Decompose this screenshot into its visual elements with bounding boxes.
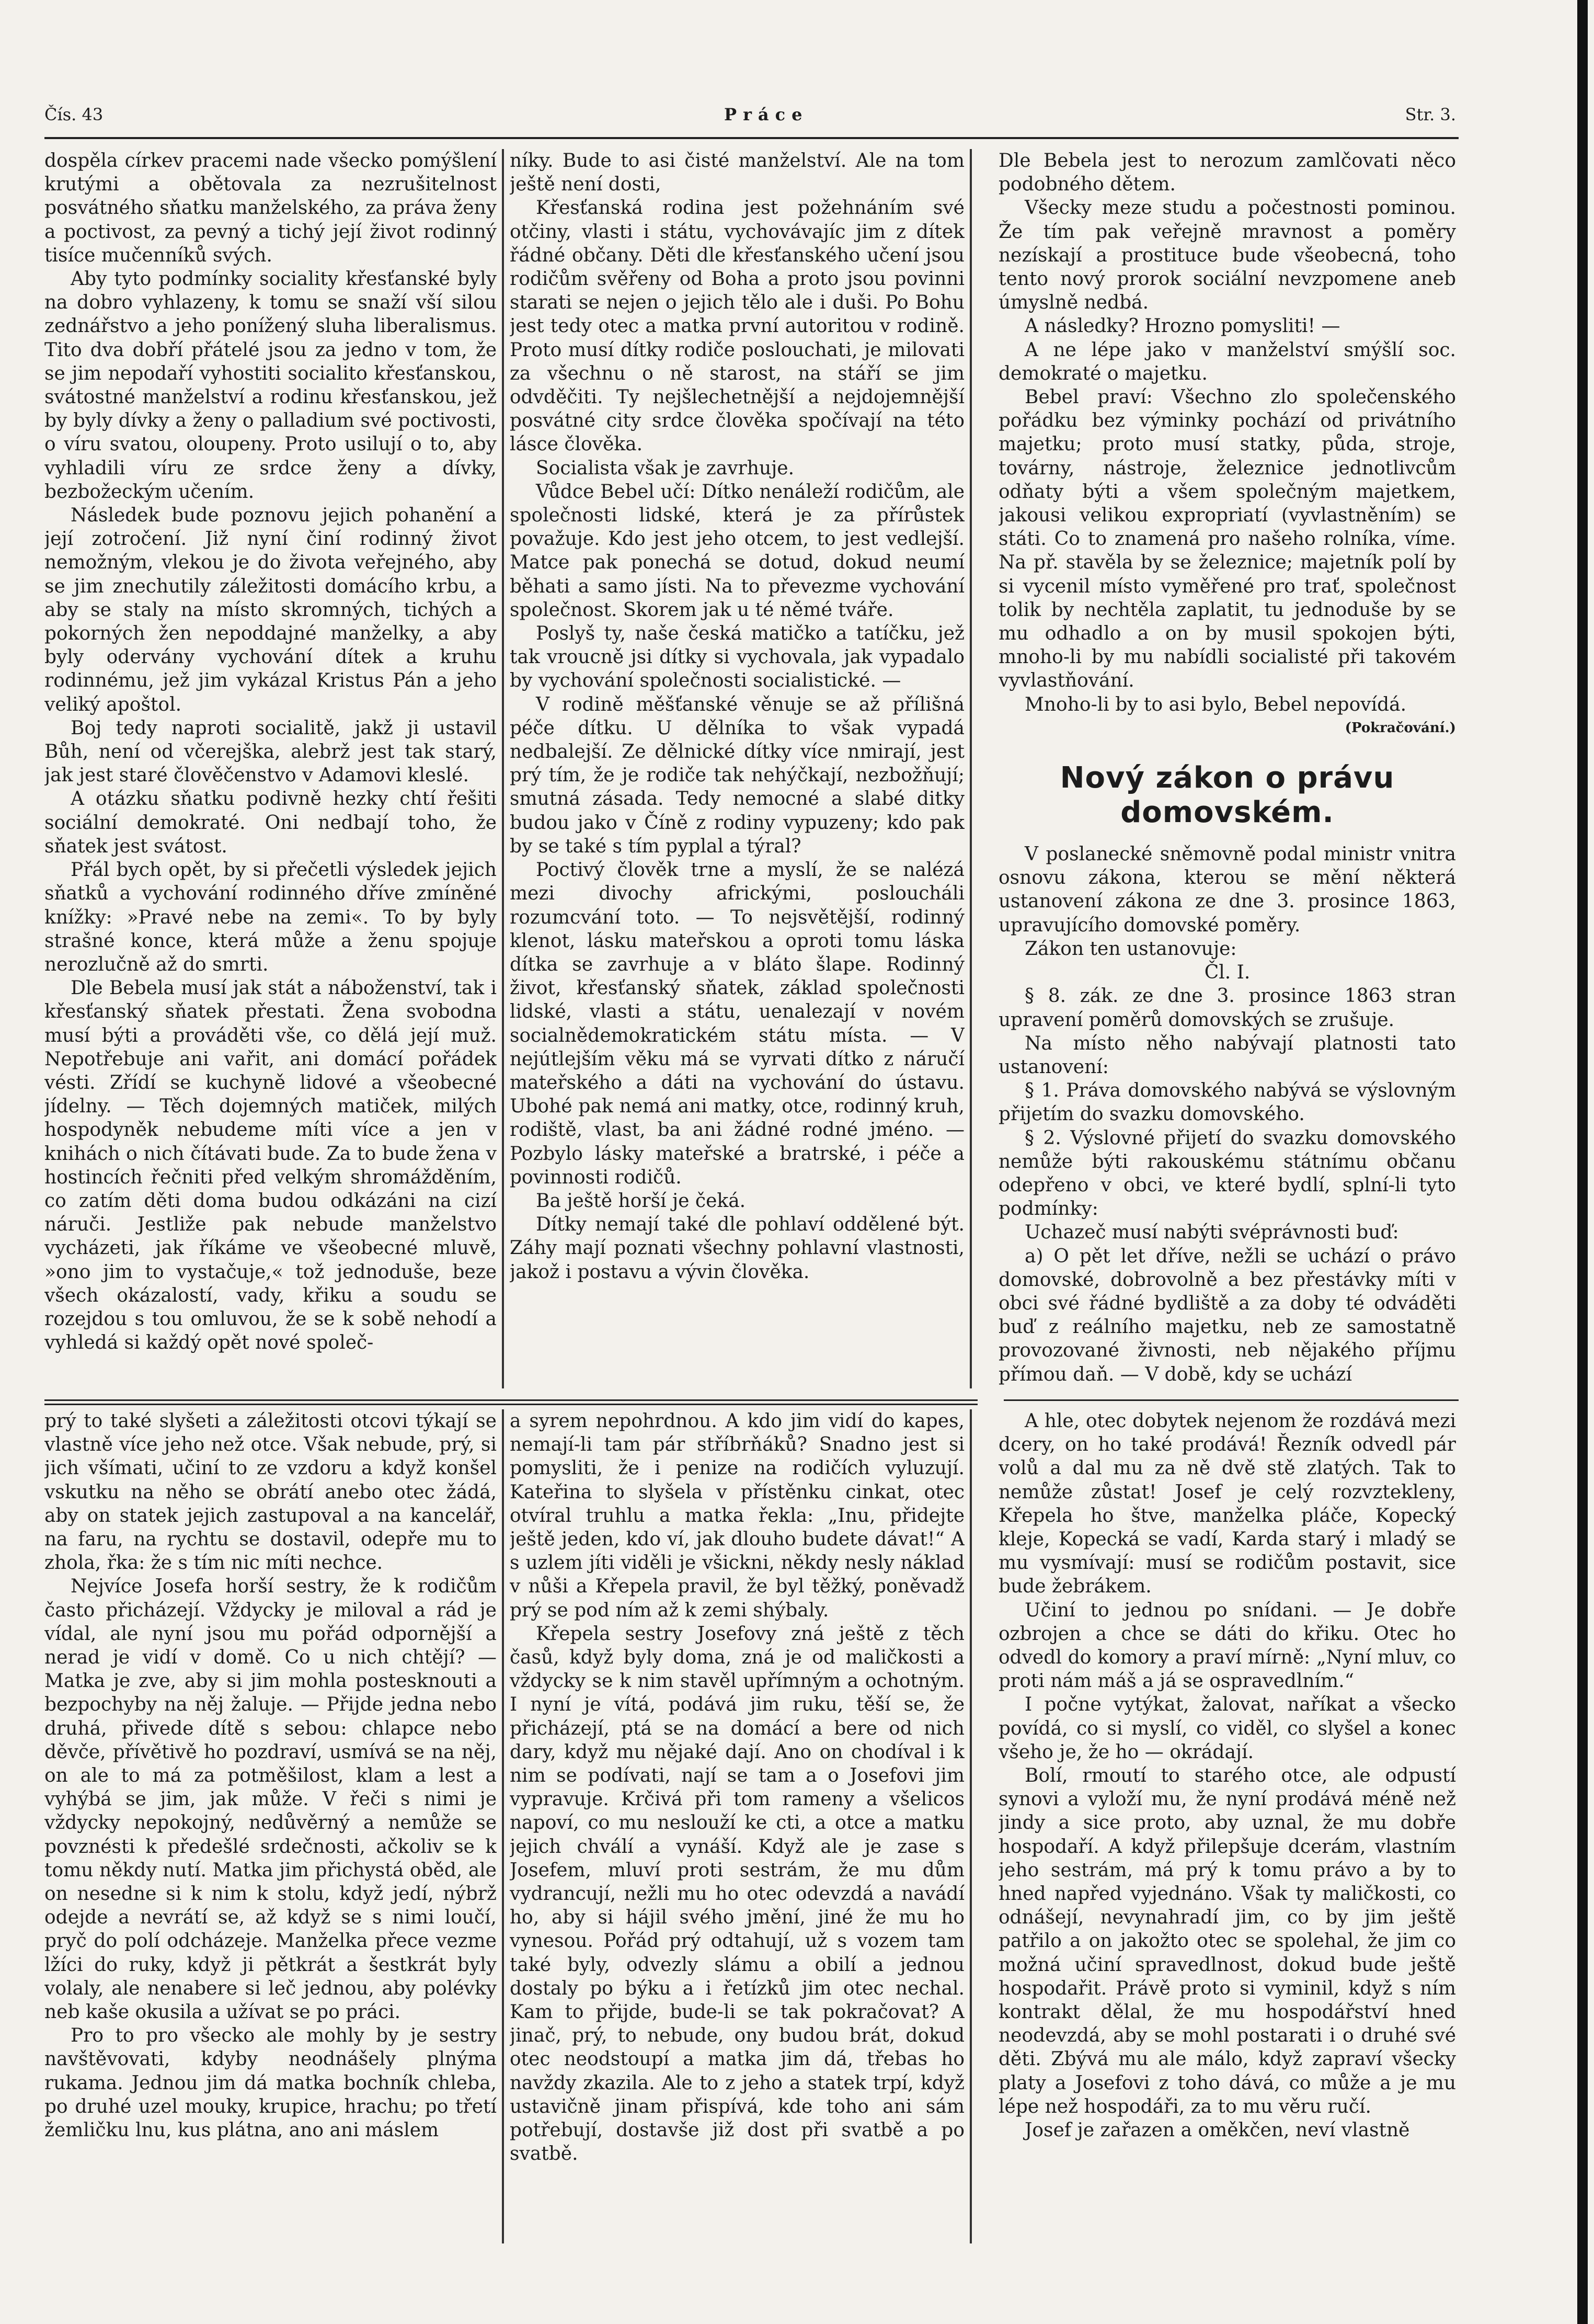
paragraph: Na místo něho nabývají platnosti tato ustanovení: bbox=[999, 1032, 1456, 1078]
paragraph: prý to také slyšeti a záležitosti otcovi týkají se vlastně více jeho než otce. Však nebude, prý, si jich všímati, učiní to ze vzdoru a když konšel vskutku na něho se obrátí anebo otec žádá, aby on statek jejich zastupoval a na kancelář, na faru, na rychtu se dostavil, odepře mu to zhola, řka: že s tím nic míti nechce. bbox=[44, 1410, 497, 1574]
bottom-column-3 bbox=[999, 1409, 1456, 2243]
bottom-column-1 bbox=[44, 1409, 497, 2243]
column-divider bbox=[502, 149, 504, 1388]
paragraph: § 2. Výslovné přijetí do svazku domovského nemůže býti rakouskému státnímu občanu odepřeno v obci, ve které bydlí, splní-li tyto podmínky: bbox=[999, 1127, 1456, 1220]
section-rule bbox=[44, 1399, 978, 1401]
paragraph: § 1. Práva domovského nabývá se výslovným přijetím do svazku domovského. bbox=[999, 1080, 1456, 1125]
paragraph: a) O pět let dříve, nežli se uchází o právo domovské, dobrovolně a bez přestávky míti v obci své řádné bydliště a za doby té odváděti buď z reálního majetku, neb ze samostatně provozované živnosti, neb nějakého příjmu přímou daň. — V době, kdy se uchází bbox=[999, 1245, 1456, 1385]
paragraph: Socialista však je zavrhuje. bbox=[536, 457, 795, 479]
paragraph: A následky? Hrozno pomysliti! — bbox=[1025, 315, 1340, 337]
paragraph: Všecky meze studu a počestnosti pominou. Že tím pak veřejně mravnost a poměry nezískají a prostituce bude všeobecná, toho tento nový prorok sociální nevzpomene aneb úmyslně nedbá. bbox=[999, 197, 1456, 314]
paragraph: I počne vytýkat, žalovat, naříkat a všecko povídá, co si myslí, co viděl, co slyšel a konec všeho je, že ho — okrádají. bbox=[999, 1694, 1456, 1763]
paragraph: Následek bude poznovu jejich pohanění a její zotročení. Již nyní činí rodinný život nemožným, vlekou je do života veřejného, aby se jim znechutily záležitosti domácího krbu, a aby se staly na místo skromných, tichých a pokorných žen nepoddajné manželky, a aby byly odervány vychování dítek a kruhu rodinnému, jež jim vykázal Kristus Pán a jeho veliký apoštol. bbox=[44, 505, 497, 715]
paragraph: Josef je zařazen a oměkčen, neví vlastně bbox=[1025, 2120, 1410, 2141]
paragraph: Křesťanská rodina jest požehnáním své otčiny, vlasti i státu, vychovávajíc jim z dítek řádné občany. Děti dle křesťanského učení jsou rodičům svěřeny od Boha a proto jsou povinni starati se nejen o jejich tělo ale i duši. Po Bohu jest tedy otec a matka první autoritou v rodině. Proto musí dítky rodiče poslouchati, je milovati za všechnu o ně starost, na stáří se jim odvděčiti. Ty nejšlechetnější a nejdojemnější posvátné city srdce člověka spočívají na této lásce člověka. bbox=[510, 197, 965, 455]
paragraph: A ne lépe jako v manželství smýšlí soc. demokraté o majetku. bbox=[999, 339, 1456, 384]
issue-number: Čís. 43 bbox=[44, 105, 104, 124]
paragraph: Poctivý člověk trne a myslí, že se nalézá mezi divochy africkými, posloucháli rozumcvání toto. — To nejsvětější, rodinný klenot, lásku mateřskou a oproti tomu láska dítka se zavrhuje a v bláto šlape. Rodinný život, křesťanský sňatek, základ společnosti lidské, vlasti a státu, uenalezají v novém socialnědemokratickém státu místa. — V nejútlejším věku má se vyrvati dítko z náručí mateřského a dáti na vychování do ústavu. Ubohé pak nemá ani matky, otce, rodinný kruh, rodiště, vlast, ba ani žádné rodné jméno. — Pozbylo lásky mateřské a bratrské, i péče a povinnosti rodičů. bbox=[510, 859, 965, 1188]
paragraph: V poslanecké sněmovně podal ministr vnitra osnovu zákona, kterou se mění některá ustanovení zákona ze dne 3. prosince 1863, upravujícího domovské poměry. bbox=[999, 844, 1456, 936]
paragraph: Dle Bebela jest to nerozum zamlčovati něco podobného dětem. bbox=[999, 150, 1456, 196]
paragraph: Dítky nemají také dle pohlaví oddělené být. Záhy mají poznati všechny pohlavní vlastnosti, jakož i postavu a vývin člověka. bbox=[510, 1214, 965, 1283]
column-divider bbox=[970, 149, 972, 1388]
paragraph: Křepela sestry Josefovy zná ještě z těch časů, když byly doma, zná je od maličkosti a vždycky se k nim stavěl upřímným a ochotným. I nyní je vítá, podává jim ruku, těší se, že přicházejí, ptá se na domácí a bere od nich dary, když mu nějaké dají. Ano on chodíval i k nim se podívati, nají se tam a o Josefovi jim vypravuje. Krčivá při tom rameny a všelicos napoví, co mu neslouží ke cti, a otce a matku jejich chválí a vynáší. Když ale je zase s Josefem, mluví proti sestrám, že mu dům vydrancují, nežli mu ho otec odevzdá a navádí ho, aby si hájil svého jmění, jiné že mu ho vynesou. Pořád prý odtahují, už s vozem tam také byly, odvezly slámu a obilí a jednou dostaly po býku a i řetízků jim otec nechal. Kam to přijde, bude-li se tak pokračovat? A jinač, prý, to nebude, ony budou brát, dokud otec neodstoupí a matka jim dá, třebas ho navždy zkazila. Ale to z jeho a statek trpí, když ustavičně jinam přispívá, kde toho ani sám potřebují, dostavše již dost při svatbě a po svatbě. bbox=[510, 1623, 965, 2165]
continued-note: (Pokračování.) bbox=[1345, 720, 1456, 736]
paragraph: A hle, otec dobytek nejenom že rozdává mezi dcery, on ho také prodává! Řezník odvedl pár volů a dal mu za ně dvě stě zlatých. Tak to nemůže zůstat! Josef je celý rozvztekleny, Křepela ho štve, manželka pláče, Kopecký kleje, Kopecká se vadí, Karda starý i mladý se mu vysmívají: musí se rodičům postavit, sice bude žebrákem. bbox=[999, 1410, 1456, 1598]
paragraph: Mnoho-li by to asi bylo, Bebel nepovídá. bbox=[1025, 693, 1407, 715]
section-heading: Čl. I. bbox=[1204, 962, 1251, 984]
paragraph: Přál bych opět, by si přečetli výsledek jejich sňatků a vychování rodinného dříve zmíněné knížky: »Pravé nebe na zemi«. To by byly strašné konce, která může a ženu spojuje nerozlučně až do smrti. bbox=[44, 859, 497, 975]
paragraph: Zákon ten ustanovuje: bbox=[1025, 938, 1237, 960]
paragraph: Nejvíce Josefa horší sestry, že k rodičům často přicházejí. Vždycky je miloval a rád je vídal, ale nyní jsou mu pořád odpornější a nerad je vidí v domě. Co u nich chtějí? — Matka je zve, aby si jim mohla postesknouti a bezpochyby na něj žaluje. — Přijde jedna nebo druhá, přivede dítě s sebou: chlapce nebo děvče, přívětivě ho pozdraví, usmívá se na něj, on ale to má za potměšilost, klam a lest a vyhýbá se jim, jak může. V řeči s nimi je vždycky nepokojný, nedůvěrný a nemůže se povznésti k předešlé srdečnosti, ačkoliv se k tomu někdy nutí. Matka jim přichystá oběd, ale on nesedne si k nim k stolu, když jedí, nýbrž odejde a nevrátí se, až když se s nimi loučí, pryč do polí odcházeje. Manželka přece vezme lžíci do ruky, když ji pětkrát a šestkrát byly volaly, ale nenabere si leč jednou, aby polévky neb kaše okusila a užívat se po práci. bbox=[44, 1576, 497, 2023]
column-divider bbox=[502, 1409, 504, 2243]
page-number: Str. 3. bbox=[1405, 105, 1456, 124]
paragraph: Boj tedy naproti socialitě, jakž ji ustavil Bůh, není od včerejška, alebrž jest tak starý, jak jest staré člověčenstvo v Adamovi kleslé. bbox=[44, 717, 497, 787]
paragraph: Učiní to jednou po snídani. — Je dobře ozbrojen a chce se dáti do křiku. Otec ho odvedl do komory a praví mírně: „Nyní mluv, co proti nám máš a já se ospravedlním.“ bbox=[999, 1599, 1456, 1692]
paragraph: Vůdce Bebel učí: Dítko nenáleží rodičům, ale společnosti lidské, která je za přírůstek považuje. Kdo jest jeho otcem, to jest vedlejší. Matce pak ponechá se dotud, dokud neumí běhati a samo jísti. Na to převezme vychování společnost. Skorem jak u té němé tváře. bbox=[510, 481, 965, 621]
paragraph: § 8. zák. ze dne 3. prosince 1863 stran upravení poměrů domovských se zrušuje. bbox=[999, 985, 1456, 1031]
top-column-3 bbox=[999, 149, 1456, 1402]
paragraph: Bolí, rmoutí to starého otce, ale odpustí synovi a vyloží mu, že nyní prodává méně než jindy a sice proto, aby uznal, že mu dobře hospodaří. A když přilepšuje dcerám, vlastním jeho sestrám, má prý k tomu právo a by to hned napřed vyjednáno. Však ty maličkosti, co odnášejí, nevynahradí jim, co by jim ještě patřilo a on jakožto otec se spolehal, že jim co možná učiní spravedlnost, dokud bude ještě hospodařit. Právě proto si vyminil, když s ním kontrakt dělal, že mu hospodářství hned neodevzdá, aby se mohl postarati i o druhé své děti. Zbývá mu ale málo, když zapraví všecky platy a Josefovi z toho dává, co může a je mu lépe než hospodáři, za to mu věru ručí. bbox=[999, 1765, 1456, 2117]
scan-edge-shadow bbox=[1577, 0, 1588, 2324]
masthead-title: Práce bbox=[724, 105, 809, 124]
top-column-2 bbox=[510, 149, 965, 1388]
section-rule bbox=[1004, 1399, 1459, 1401]
page-header bbox=[44, 105, 1456, 136]
paragraph: níky. Bude to asi čisté manželství. Ale na tom ještě není dosti, bbox=[510, 150, 965, 196]
section-rule bbox=[44, 1404, 978, 1405]
column-divider bbox=[970, 1409, 972, 2243]
paragraph: dospěla církev pracemi nade všecko pomýšlení krutými a obětovala za nezrušitelnost posvátného sňatku manželského, za práva ženy a poctivost, za pevný a tichý její život rodinný tisíce mučenníků svých. bbox=[44, 150, 497, 266]
paragraph: Aby tyto podmínky sociality křesťanské byly na dobro vyhlazeny, k tomu se snaží vší silou zednářstvo a jeho ponížený sluha liberalismus. Tito dva dobří přátelé jsou za jedno v tom, že se jim nepodaří vyhostiti socialito křesťanskou, svátostné manželství a rodinu křesťanskou, jež by byly dívky a ženy o palladium své poctivosti, o víru svatou, oloupeny. Proto usilují o to, aby vyhladili víru ze srdce ženy a dívky, bezbožeckým učením. bbox=[44, 268, 497, 503]
header-rule bbox=[44, 137, 1459, 139]
top-column-1 bbox=[44, 149, 497, 1388]
paragraph: V rodině měšťanské věnuje se až přílišná péče dítku. U dělníka to však vypadá nedbalejší. Ze dělnické dítky více nmirají, jest prý tím, že je rodiče tak nehýčkají, nezbožňují; smutná zásada. Tedy nemocné a slabé ditky budou jako v Číně z rodiny vypuzeny; kdo pak by se také s tím pyplal a týral? bbox=[510, 693, 965, 857]
paragraph: Pro to pro všecko ale mohly by je sestry navštěvovati, kdyby neodnášely plnýma rukama. Jednou jim dá matka bochník chleba, po druhé uzel mouky, krupice, hrachu; po třetí žemličku lnu, kus plátna, ano ani máslem bbox=[44, 2025, 497, 2141]
bottom-column-2 bbox=[510, 1409, 965, 2243]
paragraph: Uchazeč musí nabýti svéprávnosti buď: bbox=[1025, 1222, 1399, 1244]
paragraph: Ba ještě horší je čeká. bbox=[536, 1190, 746, 1212]
paragraph: a syrem nepohrdnou. A kdo jim vidí do kapes, nemají-li tam pár stříbrňáků? Snadno jest si pomysliti, že i penize na rodičích vyluzují. Kateřina to slyšela v přístěnku cinkat, otec otvíral truhlu a matka řekla: „Inu, přidejte ještě jeden, kdo ví, jak dlouho budete dávat!“ A s uzlem jíti viděli je všickni, někdy nesly náklad v nůši a Křepela pravil, že byl těžký, poněvadž prý se pod ním až k zemi shýbaly. bbox=[510, 1410, 965, 1621]
article-headline: Nový zákon o právu domovském. bbox=[1060, 761, 1395, 830]
paragraph: Bebel praví: Všechno zlo společenského pořádku bez výminky pochází od privátního majetku; proto musí statky, půda, stroje, továrny, nástroje, železnice jednotlivcům odňaty býti a všem společným majetkem, jakousi velikou expropriatí (vyvlastněním) se státi. Co to znamená pro našeho rolníka, víme. Na př. stavěla by se železnice; majetník polí by si vycenil místo vyměřené pro trať, společnost tolik by nechtěla zaplatit, tu jednoduše by se mu odhadlo a on by musil spokojen býti, mnoho-li by mu nabídli socialisté při takovém vyvlastňování. bbox=[999, 386, 1456, 692]
paragraph: Poslyš ty, naše česká matičko a tatíčku, jež tak vroucně jsi dítky si vychovala, jak vypadalo by vychování společnosti socialistické. — bbox=[510, 623, 965, 692]
paragraph: Dle Bebela musí jak stát a náboženství, tak i křesťanský sňatek přestati. Žena svobodna musí býti a prováděti vše, co dělá její muž. Nepotřebuje ani vařit, ani domácí pořádek vésti. Zřídí se kuchyně lidové a všeobecné jídelny. — Těch dojemných matiček, milých hospodyněk nebudeme míti více a jen v knihách o nich čítávati bude. Za to bude žena v hostincích řečniti před velkým shromážděním, co zatím děti doma budou odkázáni na cizí náruči. Jestliže pak nebude manželstvo vycházeti, jak říkáme ve všeobecné mluvě, »ono jim to vystačuje,« tož jednoduše, beze všech okázalostí, vady, křiku a soudu se rozejdou s tou omluvou, že se k sobě nehodí a vyhledá si každý opět nové společ- bbox=[44, 977, 497, 1354]
paragraph: A otázku sňatku podivně hezky chtí řešiti sociální demokraté. Oni nedbají toho, že sňatek jest svátost. bbox=[44, 788, 497, 857]
